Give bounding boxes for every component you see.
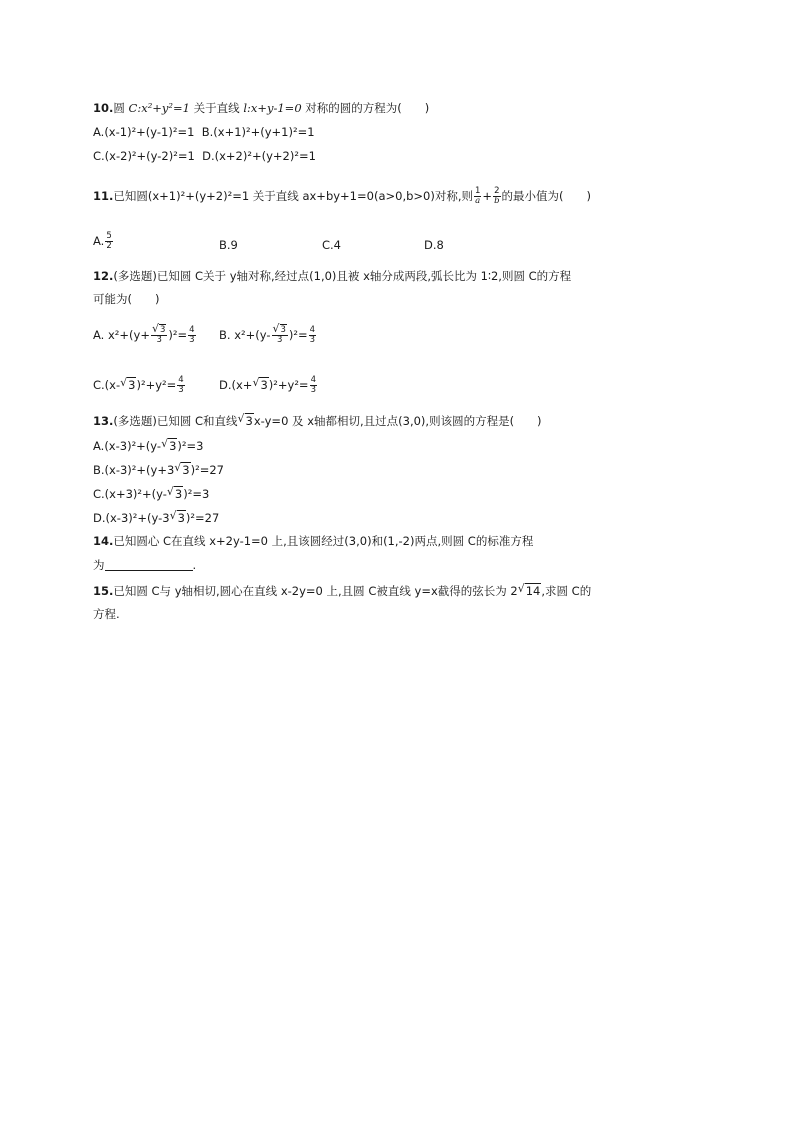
q15-radicand: 14 (525, 584, 541, 598)
q12-b-radicand: 3 (280, 325, 286, 335)
q11-stem-b: 的最小值为( ) (501, 189, 591, 203)
q12-a-four: 4 (189, 325, 195, 335)
q12-b-den: 3 (277, 335, 283, 345)
q13-option-a (93, 438, 203, 454)
q11-number: 11. (93, 189, 114, 203)
q12-stem-line2: 可能为( ) (93, 292, 160, 306)
q12-c-four: 4 (178, 375, 184, 385)
sqrt-icon: √ 3 (252, 376, 268, 392)
sqrt-icon: √ 14 (517, 582, 541, 598)
q12-b-den2: 3 (309, 335, 316, 345)
q11-f1-denominator: a (475, 196, 481, 206)
q12-d-den: 3 (310, 385, 316, 395)
q10-stem (93, 100, 429, 116)
q11-f1-numerator: 1 (475, 186, 481, 196)
q13-option-c (93, 486, 209, 502)
q12-c-radicand: 3 (128, 378, 136, 392)
q11-fraction-2 (493, 187, 500, 206)
q13-option-a-text1: A.(x-3)²+(y- (93, 439, 162, 453)
sqrt-icon: √ 3 (272, 322, 286, 335)
q12-option-c-frac (177, 376, 184, 395)
sqrt-icon: √ 3 (161, 437, 177, 453)
q12-a-den2: 3 (189, 335, 195, 345)
q15-line1-b: ,求圆 C的 (541, 584, 592, 598)
q13-number: 13. (93, 414, 114, 428)
q12-option-d-frac (310, 376, 317, 395)
q12-option-b-frac2 (309, 326, 316, 345)
q12-option-d-text2: )²+y²= (268, 378, 309, 392)
q13-option-d (93, 510, 219, 526)
q13-option-c-text1: C.(x+3)²+(y- (93, 487, 167, 501)
q14-answer-blank[interactable] (105, 559, 193, 571)
q12-option-a-text2: )²= (168, 328, 188, 342)
q12-number: 12. (93, 269, 114, 283)
q13-b-radicand: 3 (182, 463, 190, 477)
q14-number: 14. (93, 534, 114, 548)
q11-option-a-numerator: 5 (106, 231, 112, 241)
q10-stem-c: 对称的圆的方程为( ) (301, 101, 430, 115)
q12-stem-line1 (93, 268, 571, 284)
q10-stem-b: 关于直线 (190, 101, 244, 115)
q15-stem-line2: 方程. (93, 607, 120, 621)
q13-a-radicand: 3 (169, 439, 177, 453)
q12-option-c (93, 376, 186, 395)
q11-option-a-fraction (105, 232, 112, 251)
q10-option-b: B.(x+1)²+(y+1)²=1 (201, 125, 315, 139)
q12-option-a (93, 322, 197, 345)
q11-option-b: B.9 (219, 238, 238, 252)
q12-option-b (219, 322, 317, 345)
q11-option-a (93, 232, 114, 251)
q10-option-c: C.(x-2)²+(y-2)²=1 (93, 149, 195, 163)
q13-option-b (93, 462, 224, 478)
q11-fraction-1 (474, 187, 481, 206)
q12-option-b-text2: )²= (288, 328, 308, 342)
q13-stem-a: (多选题)已知圆 C和直线 (113, 414, 238, 428)
q12-line1: (多选题)已知圆 C关于 y轴对称,经过点(1,0)且被 x轴分成两段,弧长比为 1∶2,则圆 C的方程 (113, 269, 572, 283)
q14-line1: 已知圆心 C在直线 x+2y-1=0 上,且该圆经过(3,0)和(1,-2)两点,则圆 C的标准方程 (113, 534, 534, 548)
q10-stem-a: 圆 (113, 101, 129, 115)
q10-line: l:x+y-1=0 (243, 101, 302, 115)
sqrt-icon: √ 3 (151, 322, 166, 335)
q13-option-c-text2: )²=3 (183, 487, 210, 501)
q14-stem-line2 (93, 557, 196, 573)
q11-stem (93, 187, 591, 206)
q14-line2-a: 为 (93, 558, 105, 572)
q12-d-four: 4 (310, 375, 316, 385)
q13-radicand: 3 (245, 414, 253, 428)
sqrt-icon: √ 3 (169, 509, 185, 525)
q13-option-a-text2: )²=3 (177, 439, 204, 453)
q11-plus: + (482, 189, 493, 203)
q10-circle: C:x²+y²=1 (128, 101, 190, 115)
q11-f2-numerator: 2 (494, 186, 500, 196)
q10-options-row1 (93, 124, 315, 140)
q13-c-radicand: 3 (174, 487, 183, 501)
sqrt-icon: √ 3 (174, 461, 190, 477)
q12-option-b-text1: B. x²+(y- (219, 328, 271, 342)
q15-number: 15. (93, 584, 114, 598)
q12-a-radicand: 3 (159, 325, 166, 335)
q11-option-c: C.4 (322, 238, 342, 252)
q15-line1-a: 已知圆 C与 y轴相切,圆心在直线 x-2y=0 上,且圆 C被直线 y=x截得的弦长为 2 (113, 584, 518, 598)
q10-options-row2 (93, 148, 316, 164)
q12-a-den: 3 (156, 335, 162, 345)
q12-option-c-text2: )²+y²= (136, 378, 177, 392)
q11-option-a-label: A. (93, 234, 105, 248)
q12-d-radicand: 3 (260, 378, 268, 392)
q10-option-a: A.(x-1)²+(y-1)²=1 (93, 125, 195, 139)
q12-c-den: 3 (178, 385, 184, 395)
q12-option-a-frac1 (151, 322, 167, 345)
q15-stem-line1 (93, 583, 591, 599)
q13-option-b-text1: B.(x-3)²+(y+3 (93, 463, 175, 477)
q12-option-c-text1: C.(x- (93, 378, 121, 392)
q12-option-a-frac2 (188, 326, 195, 345)
q14-stem-line1 (93, 533, 533, 549)
q11-stem-a: 已知圆(x+1)²+(y+2)²=1 关于直线 ax+by+1=0(a>0,b>0)对称,则 (113, 189, 473, 203)
q13-option-d-text1: D.(x-3)²+(y-3 (93, 511, 170, 525)
q13-option-d-text2: )²=27 (185, 511, 220, 525)
q10-option-d: D.(x+2)²+(y+2)²=1 (202, 149, 316, 163)
sqrt-icon: √ 3 (237, 412, 253, 428)
q12-option-a-text1: A. x²+(y+ (93, 328, 150, 342)
q11-option-a-denominator: 2 (106, 241, 112, 251)
q11-f2-denominator: b (494, 196, 500, 206)
q13-d-radicand: 3 (177, 511, 185, 525)
q12-b-four: 4 (309, 325, 316, 335)
q12-option-b-frac1 (272, 322, 288, 345)
sqrt-icon: √ 3 (166, 485, 183, 501)
q12-option-d-text1: D.(x+ (219, 378, 253, 392)
q11-option-d: D.8 (424, 238, 444, 252)
q14-line2-b: . (192, 558, 197, 572)
q12-option-d (219, 376, 318, 395)
sqrt-icon: √ 3 (120, 376, 136, 392)
q13-stem-b: x-y=0 及 x轴都相切,且过点(3,0),则该圆的方程是( ) (253, 414, 542, 428)
q13-stem (93, 413, 542, 429)
q10-number: 10. (93, 101, 114, 115)
q13-option-b-text2: )²=27 (190, 463, 224, 477)
